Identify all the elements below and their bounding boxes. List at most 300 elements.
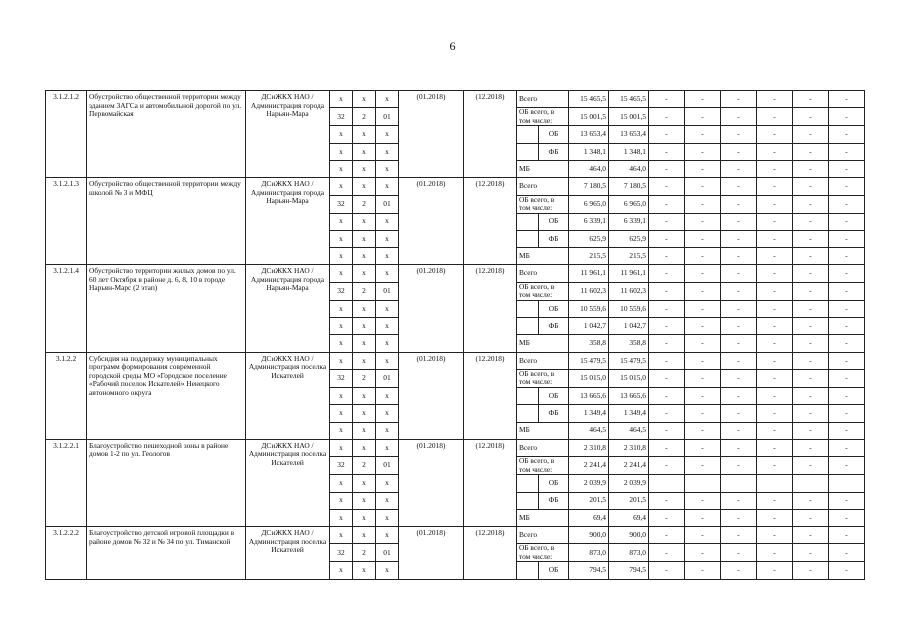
table-body — [46, 91, 865, 580]
year-value-cell — [685, 475, 721, 492]
funding-source: Всего — [517, 352, 569, 369]
year-value-cell: - — [685, 439, 721, 456]
year-value-cell: - — [685, 195, 721, 213]
year-value-cell: - — [793, 178, 829, 195]
funding-source: Всего — [517, 265, 569, 282]
year-value-cell: - — [685, 282, 721, 300]
funding-source: МБ — [517, 422, 569, 439]
amount-cell: 1 349,4 — [609, 405, 649, 422]
year-value-cell: - — [793, 318, 829, 335]
year-value-cell: - — [649, 335, 685, 352]
year-value-cell: - — [721, 300, 757, 317]
code-cell: х — [330, 492, 353, 509]
code-cell: х — [330, 527, 353, 544]
funding-source: ФБ — [539, 492, 569, 509]
year-value-cell: - — [721, 126, 757, 143]
table-row — [46, 527, 865, 544]
year-value-cell: - — [757, 422, 793, 439]
funding-source: ФБ — [539, 143, 569, 160]
end-date: (12.2018) — [464, 352, 517, 439]
year-value-cell: - — [721, 352, 757, 369]
code-cell: х — [353, 126, 376, 143]
source-indent — [517, 318, 539, 335]
year-value-cell: - — [685, 562, 721, 579]
year-value-cell: - — [793, 265, 829, 282]
table-row — [46, 178, 865, 195]
code-cell: 01 — [376, 195, 399, 213]
table-row — [46, 265, 865, 282]
funding-source: ОБ — [539, 213, 569, 230]
amount-cell: 873,0 — [609, 544, 649, 562]
responsible-party: ДСиЖКХ НАО / Администрация города Нарьян-Мара — [246, 265, 330, 352]
code-cell: х — [376, 178, 399, 195]
amount-cell: 15 479,5 — [609, 352, 649, 369]
amount-cell: 201,5 — [609, 492, 649, 509]
year-value-cell: - — [649, 562, 685, 579]
code-cell: 32 — [330, 195, 353, 213]
amount-cell: 358,8 — [609, 335, 649, 352]
code-cell: х — [353, 509, 376, 526]
amount-cell: 10 559,6 — [569, 300, 609, 317]
end-date: (12.2018) — [464, 439, 517, 526]
amount-cell: 6 965,0 — [569, 195, 609, 213]
code-cell: х — [376, 126, 399, 143]
year-value-cell: - — [685, 230, 721, 247]
year-value-cell: - — [793, 527, 829, 544]
amount-cell: 15 015,0 — [569, 369, 609, 387]
year-value-cell: - — [649, 300, 685, 317]
year-value-cell: - — [829, 178, 865, 195]
amount-cell: 2 310,8 — [569, 439, 609, 456]
amount-cell: 2 039,9 — [569, 475, 609, 492]
year-value-cell: - — [757, 527, 793, 544]
code-cell: х — [330, 213, 353, 230]
year-value-cell: - — [757, 439, 793, 456]
year-value-cell: - — [793, 422, 829, 439]
year-value-cell: - — [793, 160, 829, 177]
responsible-party: ДСиЖКХ НАО / Администрация города Нарьян-Мара — [246, 178, 330, 265]
responsible-party: ДСиЖКХ НАО / Администрация поселка Искателей — [246, 439, 330, 526]
year-value-cell: - — [829, 126, 865, 143]
table-row — [46, 439, 865, 456]
code-cell: 2 — [353, 544, 376, 562]
year-value-cell: - — [757, 300, 793, 317]
year-value-cell: - — [649, 282, 685, 300]
code-cell: х — [330, 300, 353, 317]
year-value-cell: - — [757, 126, 793, 143]
year-value-cell: - — [829, 439, 865, 456]
amount-cell: 15 001,5 — [569, 108, 609, 126]
year-value-cell: - — [721, 369, 757, 387]
code-cell: х — [353, 178, 376, 195]
code-cell: х — [353, 265, 376, 282]
year-value-cell: - — [721, 178, 757, 195]
end-date: (12.2018) — [464, 91, 517, 178]
measure-code: 3.1.2.1.4 — [46, 265, 87, 352]
year-value-cell: - — [793, 282, 829, 300]
amount-cell: 1 348,1 — [569, 143, 609, 160]
source-indent — [517, 300, 539, 317]
start-date: (01.2018) — [399, 527, 464, 580]
amount-cell: 1 349,4 — [569, 405, 609, 422]
amount-cell: 201,5 — [569, 492, 609, 509]
year-value-cell: - — [721, 509, 757, 526]
funding-source: Всего — [517, 439, 569, 456]
amount-cell: 7 180,5 — [569, 178, 609, 195]
funding-source: ФБ — [539, 318, 569, 335]
year-value-cell: - — [649, 178, 685, 195]
year-value-cell — [829, 475, 865, 492]
year-value-cell: - — [685, 387, 721, 404]
amount-cell: 13 653,4 — [609, 126, 649, 143]
year-value-cell: - — [649, 318, 685, 335]
year-value-cell: - — [793, 439, 829, 456]
year-value-cell: - — [757, 248, 793, 265]
source-indent — [517, 126, 539, 143]
funding-source: ФБ — [539, 405, 569, 422]
responsible-party: ДСиЖКХ НАО / Администрация поселка Искателей — [246, 527, 330, 580]
year-value-cell: - — [649, 160, 685, 177]
amount-cell: 464,0 — [569, 160, 609, 177]
code-cell: х — [376, 562, 399, 579]
year-value-cell — [793, 475, 829, 492]
year-value-cell: - — [757, 91, 793, 108]
year-value-cell: - — [721, 248, 757, 265]
code-cell: х — [376, 475, 399, 492]
amount-cell: 464,5 — [609, 422, 649, 439]
amount-cell: 7 180,5 — [609, 178, 649, 195]
year-value-cell: - — [649, 352, 685, 369]
amount-cell: 11 602,3 — [609, 282, 649, 300]
year-value-cell: - — [829, 91, 865, 108]
year-value-cell: - — [793, 213, 829, 230]
year-value-cell: - — [793, 335, 829, 352]
table-row — [46, 91, 865, 108]
program-table — [45, 90, 865, 580]
year-value-cell: - — [685, 108, 721, 126]
source-indent — [517, 213, 539, 230]
source-indent — [517, 143, 539, 160]
year-value-cell: - — [685, 369, 721, 387]
code-cell: х — [376, 213, 399, 230]
year-value-cell: - — [721, 230, 757, 247]
year-value-cell: - — [757, 352, 793, 369]
year-value-cell: - — [757, 195, 793, 213]
year-value-cell: - — [757, 562, 793, 579]
amount-cell: 69,4 — [609, 509, 649, 526]
amount-cell: 6 965,0 — [609, 195, 649, 213]
amount-cell: 794,5 — [609, 562, 649, 579]
code-cell: х — [376, 265, 399, 282]
year-value-cell: - — [829, 405, 865, 422]
year-value-cell: - — [757, 143, 793, 160]
end-date: (12.2018) — [464, 265, 517, 352]
responsible-party: ДСиЖКХ НАО / Администрация поселка Искателей — [246, 352, 330, 439]
amount-cell: 15 015,0 — [609, 369, 649, 387]
year-value-cell: - — [685, 178, 721, 195]
year-value-cell: - — [757, 544, 793, 562]
funding-source: МБ — [517, 160, 569, 177]
code-cell: 01 — [376, 108, 399, 126]
code-cell: х — [353, 352, 376, 369]
year-value-cell: - — [649, 195, 685, 213]
code-cell: х — [330, 265, 353, 282]
year-value-cell: - — [721, 387, 757, 404]
measure-title: Благоустройство детской игровой площадки в районе домов № 32 и № 34 по ул. Тиманской — [87, 527, 246, 580]
measure-code: 3.1.2.1.2 — [46, 91, 87, 178]
year-value-cell: - — [649, 248, 685, 265]
start-date: (01.2018) — [399, 439, 464, 526]
code-cell: х — [330, 439, 353, 456]
funding-source: МБ — [517, 335, 569, 352]
amount-cell: 873,0 — [569, 544, 609, 562]
amount-cell: 1 042,7 — [609, 318, 649, 335]
code-cell: 01 — [376, 544, 399, 562]
year-value-cell: - — [721, 405, 757, 422]
code-cell: х — [353, 492, 376, 509]
code-cell: х — [353, 230, 376, 247]
funding-source: ОБ — [539, 126, 569, 143]
year-value-cell: - — [721, 108, 757, 126]
year-value-cell: - — [793, 230, 829, 247]
year-value-cell: - — [829, 143, 865, 160]
funding-source: ОБ — [539, 300, 569, 317]
code-cell: х — [353, 439, 376, 456]
code-cell: 01 — [376, 457, 399, 475]
year-value-cell: - — [829, 562, 865, 579]
code-cell: 32 — [330, 544, 353, 562]
funding-source: ОБ всего, в том числе: — [517, 282, 569, 300]
year-value-cell: - — [649, 509, 685, 526]
code-cell: х — [353, 248, 376, 265]
funding-source: Всего — [517, 178, 569, 195]
year-value-cell: - — [793, 91, 829, 108]
year-value-cell: - — [793, 562, 829, 579]
year-value-cell: - — [829, 248, 865, 265]
year-value-cell: - — [793, 143, 829, 160]
code-cell: х — [353, 300, 376, 317]
amount-cell: 13 665,6 — [609, 387, 649, 404]
code-cell: х — [353, 335, 376, 352]
code-cell: х — [376, 439, 399, 456]
year-value-cell: - — [793, 248, 829, 265]
funding-source: ОБ всего, в том числе: — [517, 544, 569, 562]
year-value-cell: - — [685, 248, 721, 265]
code-cell: х — [376, 143, 399, 160]
code-cell: х — [376, 318, 399, 335]
year-value-cell: - — [685, 160, 721, 177]
year-value-cell: - — [829, 335, 865, 352]
measure-title: Обустройство территории жилых домов по ул. 60 лет Октября в районе д. 6, 8, 10 в городе Нарьян-Марс (2 этап) — [87, 265, 246, 352]
year-value-cell: - — [685, 352, 721, 369]
source-indent — [517, 230, 539, 247]
amount-cell: 900,0 — [569, 527, 609, 544]
amount-cell: 6 339,1 — [609, 213, 649, 230]
end-date: (12.2018) — [464, 178, 517, 265]
code-cell: х — [353, 91, 376, 108]
source-indent — [517, 562, 539, 579]
funding-source: МБ — [517, 248, 569, 265]
year-value-cell: - — [757, 230, 793, 247]
code-cell: х — [376, 527, 399, 544]
amount-cell: 69,4 — [569, 509, 609, 526]
year-value-cell: - — [685, 527, 721, 544]
year-value-cell — [757, 475, 793, 492]
year-value-cell: - — [649, 213, 685, 230]
year-value-cell: - — [829, 300, 865, 317]
year-value-cell: - — [793, 387, 829, 404]
year-value-cell: - — [757, 387, 793, 404]
start-date: (01.2018) — [399, 91, 464, 178]
code-cell: х — [353, 405, 376, 422]
amount-cell: 15 001,5 — [609, 108, 649, 126]
code-cell: х — [330, 248, 353, 265]
start-date: (01.2018) — [399, 178, 464, 265]
code-cell: х — [353, 475, 376, 492]
amount-cell: 1 348,1 — [609, 143, 649, 160]
amount-cell: 215,5 — [569, 248, 609, 265]
year-value-cell: - — [721, 422, 757, 439]
funding-source: ОБ — [539, 387, 569, 404]
year-value-cell: - — [721, 265, 757, 282]
year-value-cell: - — [649, 91, 685, 108]
amount-cell: 2 241,4 — [569, 457, 609, 475]
measure-code: 3.1.2.2.2 — [46, 527, 87, 580]
code-cell: х — [330, 91, 353, 108]
amount-cell: 2 039,9 — [609, 475, 649, 492]
code-cell: х — [330, 230, 353, 247]
year-value-cell: - — [685, 213, 721, 230]
code-cell: 2 — [353, 108, 376, 126]
year-value-cell: - — [685, 544, 721, 562]
measure-title: Благоустройство пешеходной зоны в районе домов 1-2 по ул. Геологов — [87, 439, 246, 526]
measure-code: 3.1.2.2 — [46, 352, 87, 439]
year-value-cell: - — [649, 439, 685, 456]
year-value-cell: - — [721, 91, 757, 108]
funding-source: МБ — [517, 509, 569, 526]
year-value-cell: - — [721, 282, 757, 300]
amount-cell: 2 241,4 — [609, 457, 649, 475]
code-cell: х — [376, 509, 399, 526]
code-cell: х — [330, 475, 353, 492]
funding-source: ФБ — [539, 230, 569, 247]
funding-source: ОБ всего, в том числе: — [517, 369, 569, 387]
year-value-cell: - — [757, 160, 793, 177]
year-value-cell — [721, 475, 757, 492]
year-value-cell: - — [721, 195, 757, 213]
year-value-cell: - — [829, 108, 865, 126]
source-indent — [517, 475, 539, 492]
source-indent — [517, 492, 539, 509]
year-value-cell: - — [649, 492, 685, 509]
year-value-cell: - — [757, 108, 793, 126]
code-cell: х — [353, 213, 376, 230]
responsible-party: ДСиЖКХ НАО / Администрация города Нарьян-Мара — [246, 91, 330, 178]
year-value-cell: - — [829, 422, 865, 439]
year-value-cell: - — [721, 492, 757, 509]
year-value-cell: - — [829, 213, 865, 230]
code-cell: х — [353, 422, 376, 439]
code-cell: х — [353, 160, 376, 177]
measure-title: Субсидия на поддержку муниципальных программ формирования современной городской среды МО «Городское поселение «Рабочий поселок Искателей» Ненецкого автономного округа — [87, 352, 246, 439]
year-value-cell: - — [757, 509, 793, 526]
year-value-cell: - — [721, 439, 757, 456]
code-cell: 32 — [330, 369, 353, 387]
year-value-cell: - — [793, 457, 829, 475]
code-cell: х — [330, 318, 353, 335]
year-value-cell: - — [793, 352, 829, 369]
code-cell: 2 — [353, 369, 376, 387]
code-cell: 01 — [376, 369, 399, 387]
year-value-cell: - — [685, 126, 721, 143]
year-value-cell: - — [721, 213, 757, 230]
funding-source: Всего — [517, 527, 569, 544]
code-cell: х — [330, 422, 353, 439]
year-value-cell: - — [829, 265, 865, 282]
measure-title: Обустройство общественной территории между зданием ЗАГСа и автомобильной дорогой по ул. Первомайская — [87, 91, 246, 178]
code-cell: х — [353, 387, 376, 404]
code-cell: х — [330, 178, 353, 195]
amount-cell: 464,0 — [609, 160, 649, 177]
start-date: (01.2018) — [399, 352, 464, 439]
code-cell: х — [353, 143, 376, 160]
code-cell: х — [376, 300, 399, 317]
year-value-cell: - — [685, 143, 721, 160]
amount-cell: 358,8 — [569, 335, 609, 352]
year-value-cell: - — [649, 265, 685, 282]
year-value-cell: - — [829, 509, 865, 526]
year-value-cell: - — [649, 527, 685, 544]
year-value-cell: - — [793, 195, 829, 213]
year-value-cell: - — [793, 509, 829, 526]
funding-source: ОБ — [539, 475, 569, 492]
amount-cell: 11 961,1 — [569, 265, 609, 282]
code-cell: х — [330, 387, 353, 404]
code-cell: х — [330, 509, 353, 526]
year-value-cell: - — [685, 405, 721, 422]
code-cell: х — [376, 248, 399, 265]
year-value-cell — [649, 475, 685, 492]
amount-cell: 15 479,5 — [569, 352, 609, 369]
year-value-cell: - — [793, 492, 829, 509]
year-value-cell: - — [649, 143, 685, 160]
code-cell: х — [376, 160, 399, 177]
year-value-cell: - — [685, 318, 721, 335]
year-value-cell: - — [721, 527, 757, 544]
code-cell: 2 — [353, 282, 376, 300]
year-value-cell: - — [793, 108, 829, 126]
year-value-cell: - — [757, 335, 793, 352]
year-value-cell: - — [829, 544, 865, 562]
code-cell: 2 — [353, 195, 376, 213]
year-value-cell: - — [793, 126, 829, 143]
year-value-cell: - — [757, 178, 793, 195]
year-value-cell: - — [685, 509, 721, 526]
year-value-cell: - — [685, 457, 721, 475]
year-value-cell: - — [649, 230, 685, 247]
amount-cell: 2 310,8 — [609, 439, 649, 456]
code-cell: 32 — [330, 108, 353, 126]
year-value-cell: - — [685, 335, 721, 352]
year-value-cell: - — [649, 369, 685, 387]
source-indent — [517, 405, 539, 422]
year-value-cell: - — [757, 213, 793, 230]
code-cell: х — [376, 492, 399, 509]
year-value-cell: - — [685, 300, 721, 317]
year-value-cell: - — [685, 91, 721, 108]
code-cell: х — [353, 318, 376, 335]
code-cell: х — [330, 405, 353, 422]
